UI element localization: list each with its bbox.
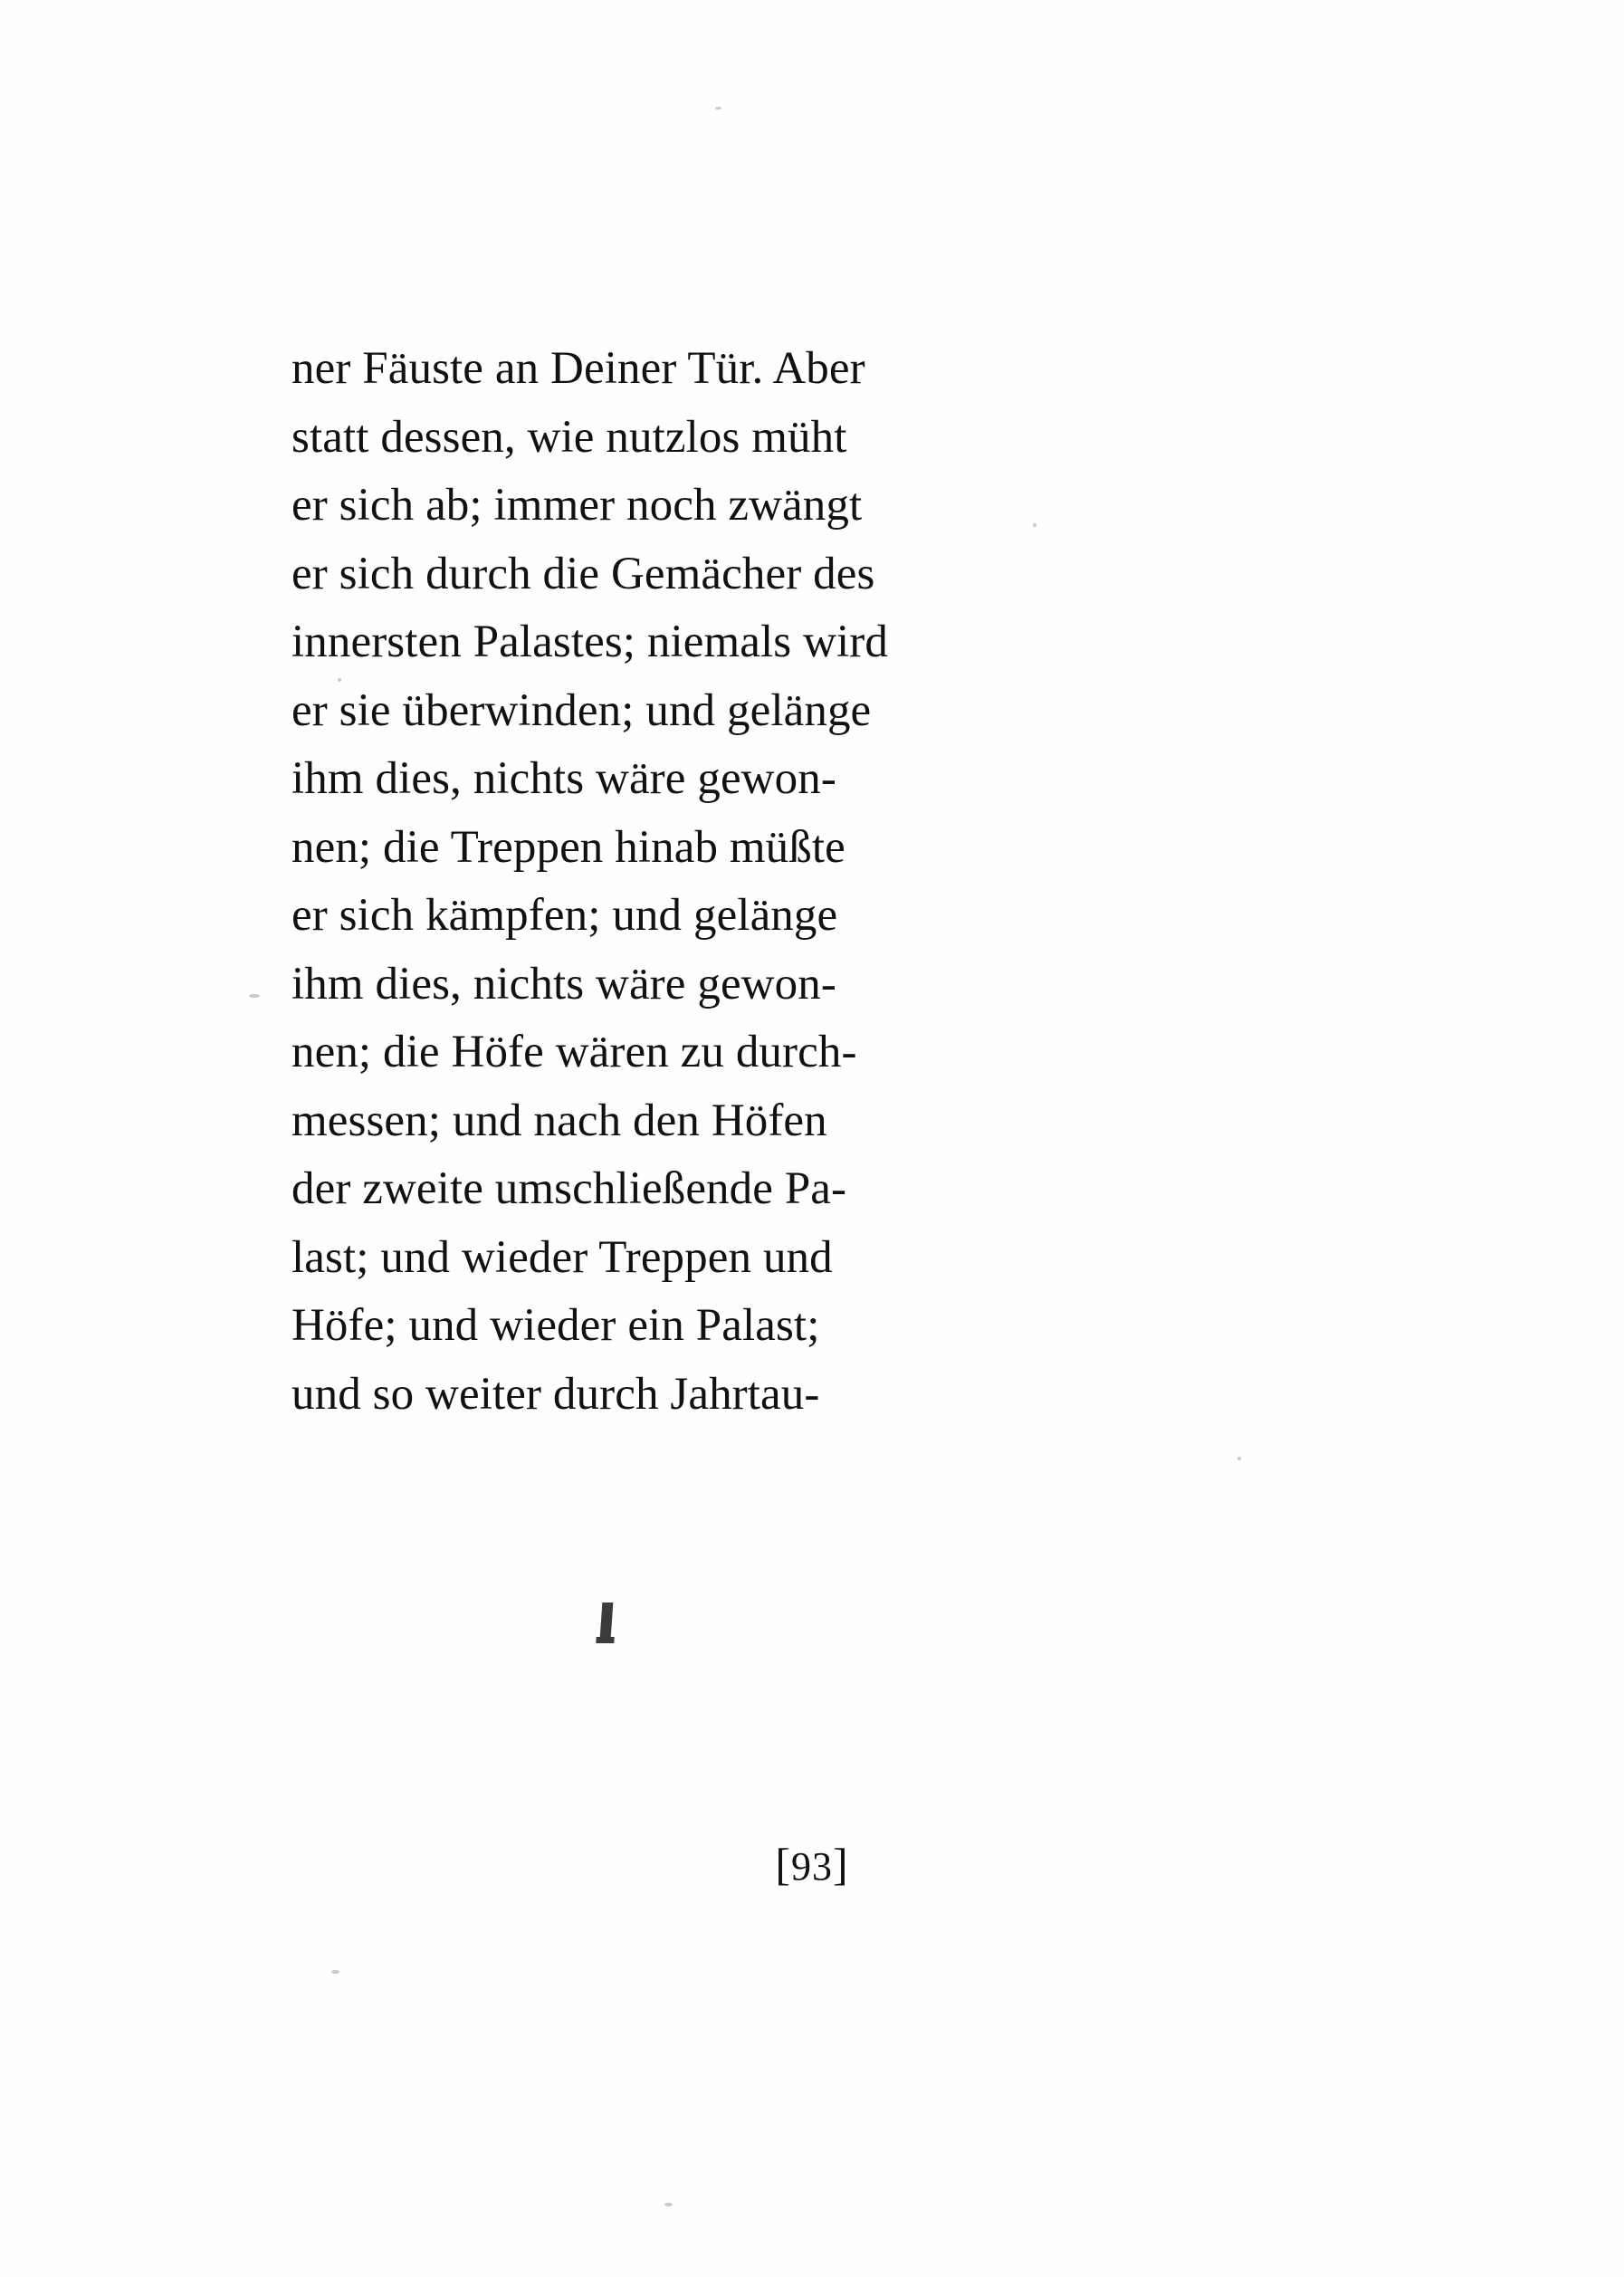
ink-blot-mark (600, 1603, 614, 1639)
text-line: er sich kämpfen; und gelänge (291, 890, 838, 941)
text-line: er sie überwinden; und gelänge (291, 684, 872, 736)
paper-speck (331, 1970, 339, 1974)
text-line: ihm dies, nichts wäre gewon- (291, 958, 836, 1009)
text-line: nen; die Treppen hinab müßte (291, 821, 845, 873)
body-text-block (291, 335, 1197, 1429)
text-line: innersten Palastes; niemals wird (291, 617, 888, 667)
paper-speck (715, 107, 721, 110)
page-folio (0, 1838, 1624, 1890)
folio-number: 93 (791, 1844, 833, 1889)
text-line: er sich ab; immer noch zwängt (291, 480, 863, 531)
text-line: ner Fäuste an Deiner Tür. Aber (291, 343, 865, 394)
text-line: Höfe; und wieder ein Palast; (291, 1300, 820, 1351)
paper-speck (664, 2203, 673, 2206)
text-line: nen; die Höfe wären zu durch- (291, 1027, 857, 1077)
text-line: messen; und nach den Höfen (291, 1095, 827, 1146)
text-line: er sich durch die Gemächer des (291, 548, 875, 599)
text-line: ihm dies, nichts wäre gewon- (291, 753, 836, 804)
folio-bracket-open: [ (775, 1839, 791, 1890)
folio-bracket-close: ] (833, 1839, 849, 1890)
text-line: und so weiter durch Jahrtau- (291, 1368, 820, 1420)
text-line: last; und wieder Treppen und (291, 1231, 833, 1283)
paper-speck (249, 994, 260, 998)
text-line: der zweite umschließende Pa- (291, 1163, 847, 1214)
text-line: statt dessen, wie nutzlos müht (291, 411, 847, 463)
paper-speck (1237, 1457, 1241, 1460)
